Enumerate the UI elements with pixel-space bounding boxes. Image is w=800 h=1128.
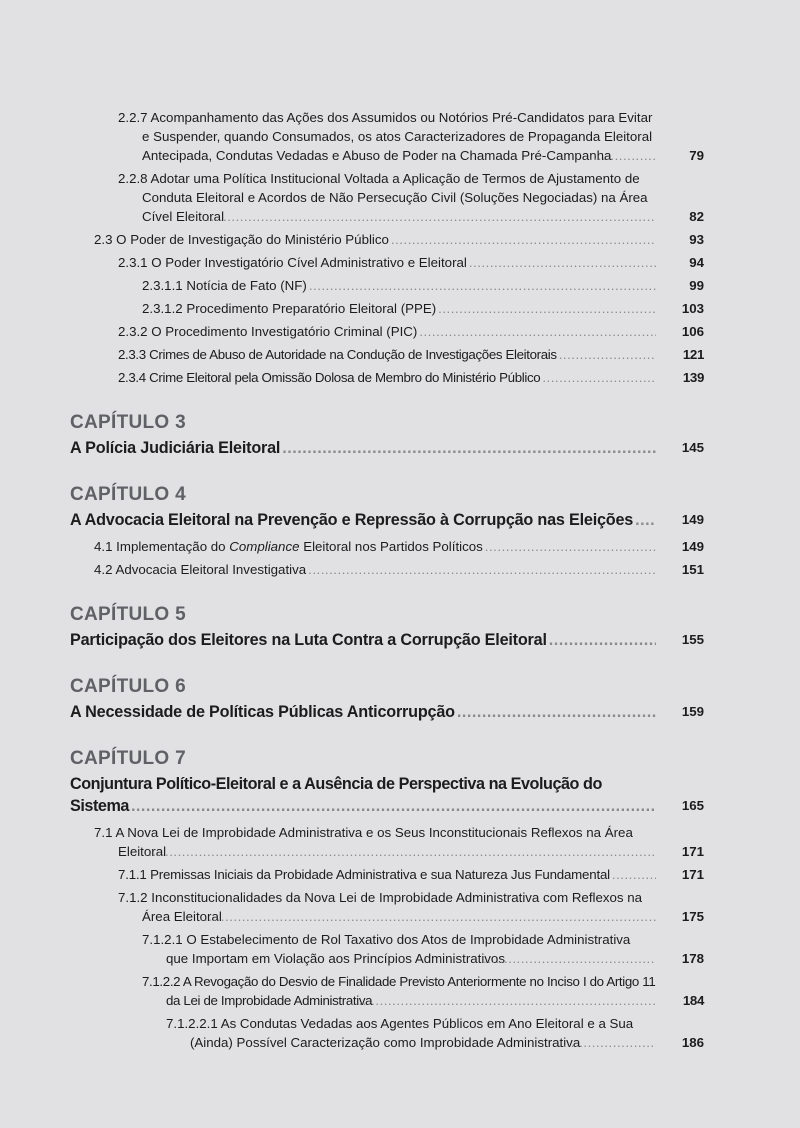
toc-page-number: 145 bbox=[681, 440, 704, 455]
chapter-title-entry[interactable] bbox=[0, 701, 800, 723]
table-of-contents bbox=[0, 108, 800, 1056]
toc-entry-7-1-2-1[interactable] bbox=[0, 930, 800, 968]
toc-page-number: 149 bbox=[681, 539, 704, 554]
chapter-title-entry[interactable] bbox=[0, 437, 800, 459]
toc-page-number: 178 bbox=[681, 951, 704, 966]
toc-page-number: 155 bbox=[681, 632, 704, 647]
chapter-title: A Polícia Judiciária Eleitoral ..... bbox=[70, 437, 656, 459]
toc-page-number: 103 bbox=[681, 301, 704, 316]
chapter-title: Participação dos Eleitores na Luta Contra a Corrupção Eleitoral ..... bbox=[70, 629, 656, 651]
toc-entry-text: 4.1 Implementação do Compliance Eleitoral nos Partidos Políticos ..... bbox=[94, 537, 656, 556]
toc-page-number: 159 bbox=[681, 704, 704, 719]
chapter-title-entry[interactable] bbox=[0, 629, 800, 651]
emphasis-text: Compliance bbox=[229, 539, 300, 554]
toc-entry-7-1-2-2-1[interactable] bbox=[0, 1014, 800, 1052]
toc-entry-7-1-1[interactable] bbox=[0, 865, 800, 884]
toc-page-number: 165 bbox=[681, 798, 704, 813]
chapter-label: CAPÍTULO 5 bbox=[70, 604, 186, 625]
toc-page-number: 184 bbox=[682, 993, 704, 1008]
toc-entry-7-1[interactable] bbox=[0, 823, 800, 861]
toc-page-number: 99 bbox=[689, 278, 704, 293]
toc-entry-text: 2.3.4 Crime Eleitoral pela Omissão Dolosa de Membro do Ministério Público ..... bbox=[118, 368, 656, 387]
chapter-title: Conjuntura Político-Eleitoral e a Ausência de Perspectiva na Evolução do Sistema ..... bbox=[70, 773, 656, 817]
chapter-label: CAPÍTULO 4 bbox=[70, 484, 186, 505]
toc-entry-2-3-2[interactable] bbox=[0, 322, 800, 341]
toc-entry-2-3-3[interactable] bbox=[0, 345, 800, 364]
toc-page-number: 186 bbox=[681, 1035, 704, 1050]
toc-entry-text: 2.3 O Poder de Investigação do Ministério Público ..... bbox=[94, 230, 656, 249]
toc-entry-text: 7.1.2.2.1 As Condutas Vedadas aos Agentes Públicos em Ano Eleitoral e a Sua (Ainda) Possível Caracterização como Improbidade Administrativa ..... bbox=[190, 1014, 656, 1052]
toc-entry-7-1-2[interactable] bbox=[0, 888, 800, 926]
toc-entry-2-3-4[interactable] bbox=[0, 368, 800, 387]
toc-entry-text: 7.1.2 Inconstitucionalidades da Nova Lei de Improbidade Administrativa com Reflexos na Área Eleitoral ..... bbox=[142, 888, 656, 926]
toc-entry-2-3[interactable] bbox=[0, 230, 800, 249]
toc-entry-text: 7.1 A Nova Lei de Improbidade Administrativa e os Seus Inconstitucionais Reflexos na Área Eleitoral ..... bbox=[118, 823, 656, 861]
chapter-3 bbox=[0, 411, 800, 459]
toc-entry-2-3-1[interactable] bbox=[0, 253, 800, 272]
toc-entry-text: 7.1.2.1 O Estabelecimento de Rol Taxativo dos Atos de Improbidade Administrativa que Importam em Violação aos Princípios Administrativos ..... bbox=[166, 930, 656, 968]
chapter-title: A Necessidade de Políticas Públicas Anticorrupção ..... bbox=[70, 701, 656, 723]
toc-entry-2-3-1-2[interactable] bbox=[0, 299, 800, 318]
chapter-label: CAPÍTULO 3 bbox=[70, 412, 186, 433]
chapter-label: CAPÍTULO 7 bbox=[70, 748, 186, 769]
chapter-label: CAPÍTULO 6 bbox=[70, 676, 186, 697]
toc-entry-text: 7.1.2.2 A Revogação do Desvio de Finalidade Previsto Anteriormente no Inciso I do Artigo 11 da Lei de Improbidade Administrativa ..... bbox=[166, 972, 656, 1010]
toc-page-number: 139 bbox=[682, 370, 704, 385]
toc-page-number: 106 bbox=[681, 324, 704, 339]
chapter-5 bbox=[0, 603, 800, 651]
toc-entry-text: 4.2 Advocacia Eleitoral Investigativa ..... bbox=[94, 560, 656, 579]
chapter-6 bbox=[0, 675, 800, 723]
toc-entry-text: 2.3.1.1 Notícia de Fato (NF) ..... bbox=[142, 276, 656, 295]
toc-entry-2-2-7[interactable] bbox=[0, 108, 800, 165]
toc-entry-text: 2.3.2 O Procedimento Investigatório Criminal (PIC) ..... bbox=[118, 322, 656, 341]
toc-page-number: 171 bbox=[681, 867, 704, 882]
toc-page-number: 149 bbox=[681, 512, 704, 527]
toc-page-number: 79 bbox=[689, 148, 704, 163]
toc-entry-2-2-8[interactable] bbox=[0, 169, 800, 226]
chapter-title: A Advocacia Eleitoral na Prevenção e Repressão à Corrupção nas Eleições ..... bbox=[70, 509, 656, 531]
toc-entry-text: 7.1.1 Premissas Iniciais da Probidade Administrativa e sua Natureza Jus Fundamental ..... bbox=[118, 865, 656, 884]
toc-page-number: 175 bbox=[681, 909, 704, 924]
toc-entry-4-1[interactable] bbox=[0, 537, 800, 556]
toc-page-number: 93 bbox=[689, 232, 704, 247]
toc-page-number: 171 bbox=[681, 844, 704, 859]
toc-entry-7-1-2-2[interactable] bbox=[0, 972, 800, 1010]
toc-page-number: 94 bbox=[689, 255, 704, 270]
toc-page-number: 82 bbox=[689, 209, 704, 224]
chapter-7 bbox=[0, 747, 800, 1052]
toc-entry-text: 2.3.1 O Poder Investigatório Cível Administrativo e Eleitoral ..... bbox=[118, 253, 656, 272]
toc-page-number: 151 bbox=[681, 562, 704, 577]
chapter-title-entry[interactable] bbox=[0, 509, 800, 531]
toc-entry-4-2[interactable] bbox=[0, 560, 800, 579]
toc-entry-text: 2.2.7 Acompanhamento das Ações dos Assumidos ou Notórios Pré-Candidatos para Evitar e Suspender, quando Consumados, os atos Caracterizadores de Propaganda Eleitoral Antecipada, Condutas Vedadas e Abuso de Poder na Chamada Pré-Campanha ..... bbox=[142, 108, 656, 165]
chapter-title-entry[interactable] bbox=[0, 773, 800, 817]
toc-page-number: 121 bbox=[682, 347, 704, 362]
toc-entry-text: 2.3.3 Crimes de Abuso de Autoridade na Condução de Investigações Eleitorais ..... bbox=[118, 345, 656, 364]
toc-entry-text: 2.3.1.2 Procedimento Preparatório Eleitoral (PPE) ..... bbox=[142, 299, 656, 318]
toc-entry-2-3-1-1[interactable] bbox=[0, 276, 800, 295]
chapter-4 bbox=[0, 483, 800, 579]
toc-entry-text: 2.2.8 Adotar uma Política Institucional Voltada a Aplicação de Termos de Ajustamento de Conduta Eleitoral e Acordos de Não Persecução Civil (Soluções Negociadas) na Área Cível Eleitoral ..... bbox=[142, 169, 656, 226]
